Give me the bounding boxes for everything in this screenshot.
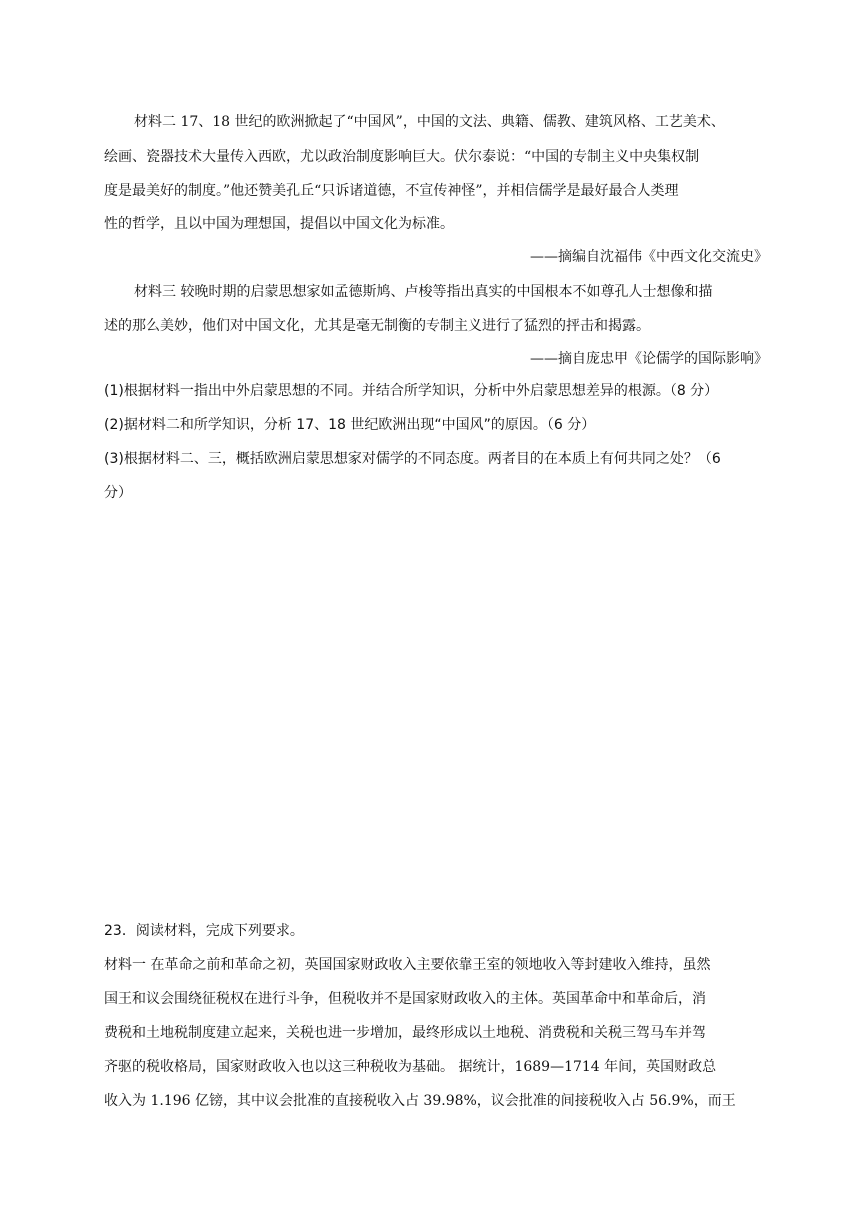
q23-line-4: 齐驱的税收格局，国家财政收入也以这三种税收为基础。 据统计，1689—1714 年间，英国财政总 xyxy=(104,1059,717,1075)
q23-title: 23．阅读材料，完成下列要求。 xyxy=(104,923,304,939)
q23-line-1: 材料一 在革命之前和革命之初，英国国家财政收入主要依靠王室的领地收入等封建收入维持，虽然 xyxy=(104,957,711,973)
material3-source: ——摘自庞忠甲《论儒学的国际影响》 xyxy=(530,351,768,367)
question-1: (1)根据材料一指出中外启蒙思想的不同。并结合所学知识，分析中外启蒙思想差异的根源。（8 分） xyxy=(104,383,719,399)
material3-line-2: 述的那么美妙，他们对中国文化，尤其是毫无制衡的专制主义进行了猛烈的抨击和揭露。 xyxy=(104,318,650,334)
q23-line-3: 费税和土地税制度建立起来，关税也进一步增加，最终形成以土地税、消费税和关税三驾马车并驾 xyxy=(104,1025,706,1041)
q23-line-5: 收入为 1.196 亿镑，其中议会批准的直接税收入占 39.98%，议会批准的间接税收入占 56.9%，而王 xyxy=(104,1093,736,1109)
question-2: (2)据材料二和所学知识，分析 17、18 世纪欧洲出现“中国风”的原因。（6 分） xyxy=(104,417,596,433)
material2-line-3: 度是最美好的制度。”他还赞美孔丘“只诉诸道德，不宣传神怪”，并相信儒学是最好最合人类理 xyxy=(104,183,679,199)
question-3-continued: 分） xyxy=(104,485,132,501)
question-3: (3)根据材料二、三，概括欧洲启蒙思想家对儒学的不同态度。两者目的在本质上有何共同之处？（6 xyxy=(104,451,721,467)
material2-line-1: 材料二 17、18 世纪的欧洲掀起了“中国风”，中国的文法、典籍、儒教、建筑风格、工艺美术、 xyxy=(134,114,725,130)
material2-line-4: 性的哲学，且以中国为理想国，提倡以中国文化为标准。 xyxy=(104,216,454,232)
material2-source: ——摘编自沈福伟《中西文化交流史》 xyxy=(530,249,768,265)
material2-line-2: 绘画、瓷器技术大量传入西欧，尤以政治制度影响巨大。伏尔泰说：“中国的专制主义中央集权制 xyxy=(104,149,700,165)
material3-line-1: 材料三 较晚时期的启蒙思想家如孟德斯鸠、卢梭等指出真实的中国根本不如尊孔人士想像和描 xyxy=(134,284,713,300)
q23-line-2: 国王和议会围绕征税权在进行斗争，但税收并不是国家财政收入的主体。英国革命中和革命后，消 xyxy=(104,991,706,1007)
